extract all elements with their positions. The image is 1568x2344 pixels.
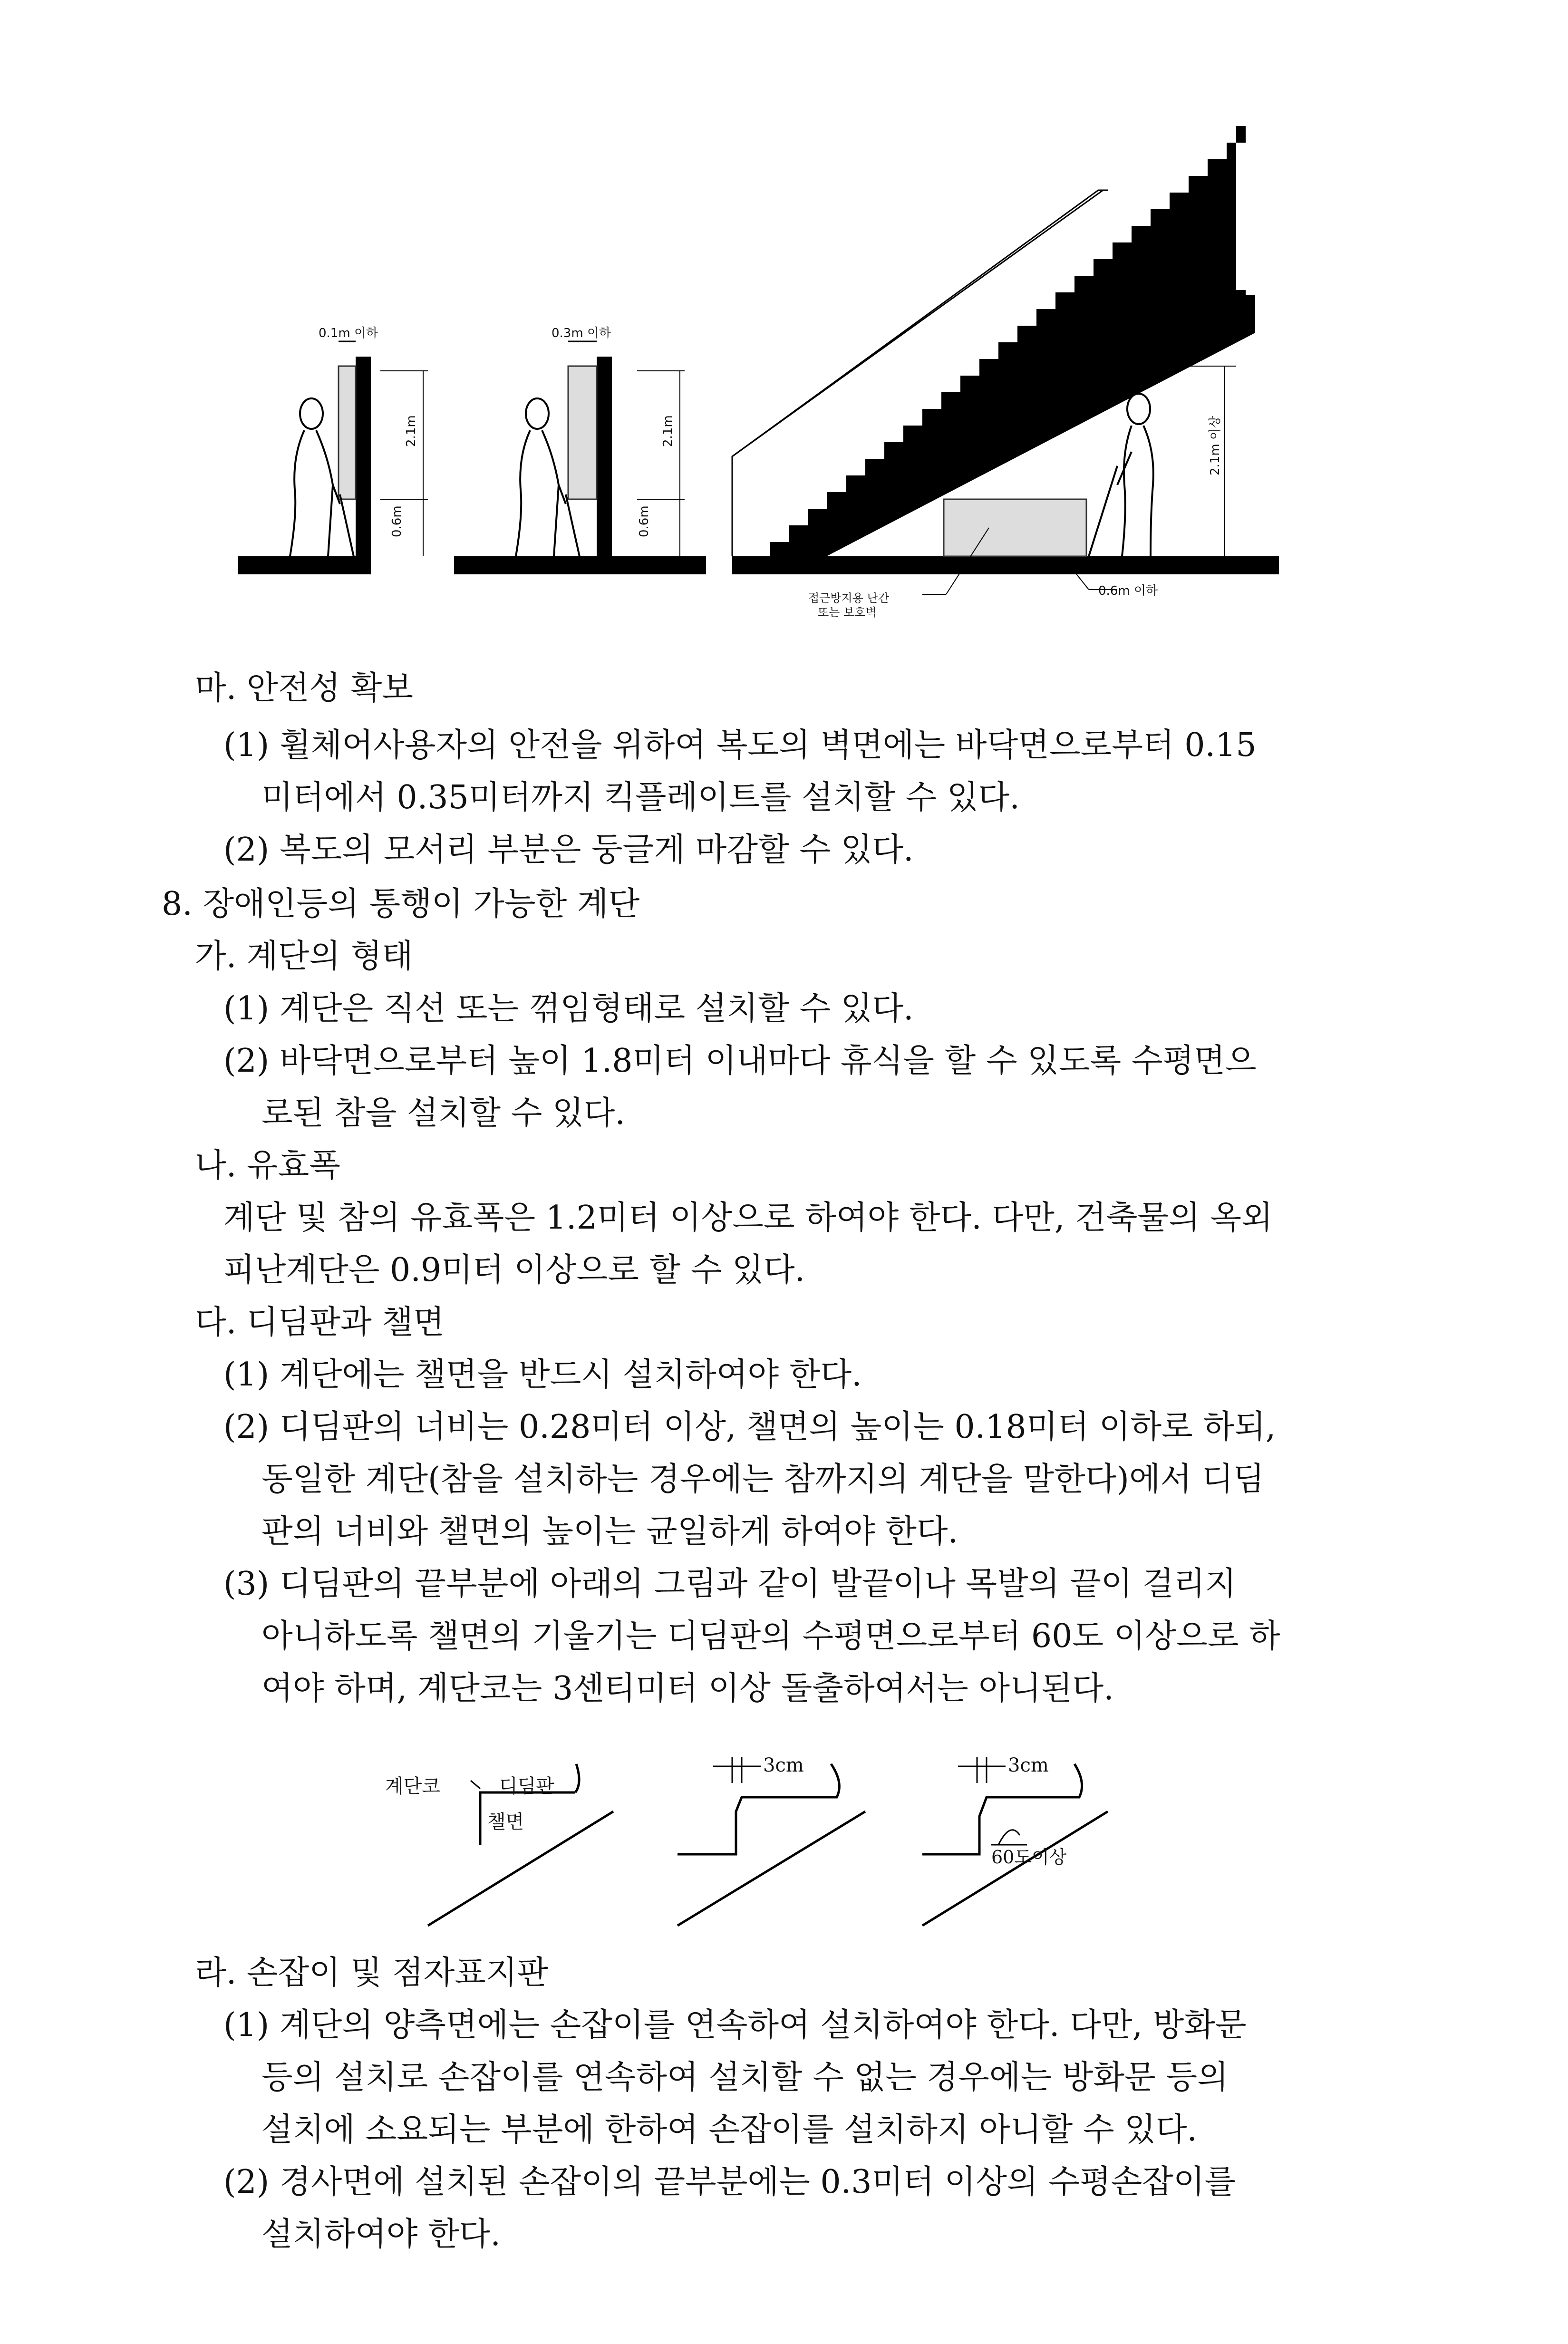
riser-label: 챌면 [487, 1811, 524, 1833]
la-item2-line2: 설치하여야 한다. [261, 2216, 501, 2253]
p3-height: 2.1m 이상 [1208, 416, 1222, 475]
p3-depth: 0.6m 이하 [1098, 584, 1158, 598]
ma-item1-line1: (1) 휠체어사용자의 안전을 위하여 복도의 벽면에는 바닥면으로부터 0.15 [223, 726, 1257, 764]
nosing-label: 계단코 [385, 1775, 440, 1797]
ga-item1: (1) 계단은 직선 또는 꺾임형태로 설치할 수 있다. [223, 990, 914, 1027]
da-item1: (1) 계단에는 챌면을 반드시 설치하여야 한다. [223, 1356, 862, 1394]
top-figure-drawing [0, 0, 1568, 637]
sign-2 [568, 366, 597, 499]
person-3 [1089, 394, 1153, 556]
p1-clearance: 0.1m 이하 [319, 326, 378, 340]
heading-ga: 가. 계단의 형태 [195, 938, 413, 975]
p1-low: 0.6m [390, 505, 404, 537]
heading-da: 다. 디딤판과 챌면 [195, 1304, 445, 1341]
step-figure [0, 1731, 1568, 1940]
da-item2-line1: (2) 디딤판의 너비는 0.28미터 이상, 챌면의 높이는 0.18미터 이하로 하되, [223, 1408, 1276, 1446]
heading-la: 라. 손잡이 및 점자표지판 [195, 1954, 549, 1992]
barrier-box [944, 499, 1086, 556]
floor-1 [238, 556, 371, 574]
angle-label: 60도이상 [991, 1847, 1067, 1868]
dim-a-label: 3cm [763, 1754, 804, 1776]
heading-8: 8. 장애인등의 통행이 가능한 계단 [162, 885, 640, 923]
heading-ma: 마. 안전성 확보 [195, 669, 413, 707]
p2-clearance: 0.3m 이하 [552, 326, 611, 340]
p2-height: 2.1m [661, 415, 675, 447]
landing [1132, 290, 1246, 333]
da-item2-line2: 동일한 계단(참을 설치하는 경우에는 참까지의 계단을 말한다)에서 디딤 [261, 1461, 1265, 1498]
da-item3-line2: 아니하도록 챌면의 기울기는 디딤판의 수평면으로부터 60도 이상으로 하 [261, 1618, 1280, 1655]
tread-label: 디딤판 [499, 1775, 554, 1797]
la-item2-line1: (2) 경사면에 설치된 손잡이의 끝부분에는 0.3미터 이상의 수평손잡이를 [223, 2163, 1236, 2201]
p3-barrier: 접근방지용 난간 [808, 591, 889, 605]
na-body-line2: 피난계단은 0.9미터 이상으로 할 수 있다. [223, 1251, 805, 1289]
ga-item2-line2: 로된 참을 설치할 수 있다. [261, 1095, 625, 1132]
heading-na: 나. 유효폭 [195, 1147, 340, 1184]
sign-1 [339, 366, 356, 499]
na-body-line1: 계단 및 참의 유효폭은 1.2미터 이상으로 하여야 한다. 다만, 건축물의 옥외 [223, 1199, 1273, 1237]
la-item1-line3: 설치에 소요되는 부분에 한하여 손잡이를 설치하지 아니할 수 있다. [261, 2111, 1198, 2149]
ma-item2: (2) 복도의 모서리 부분은 둥글게 마감할 수 있다. [223, 831, 914, 869]
ma-item1-line2: 미터에서 0.35미터까지 킥플레이트를 설치할 수 있다. [261, 779, 1020, 816]
dim-b-label: 3cm [1008, 1754, 1049, 1776]
da-item3-line1: (3) 디딤판의 끝부분에 아래의 그림과 같이 발끝이나 목발의 끝이 걸리지 [223, 1565, 1237, 1603]
step-b [678, 1764, 865, 1926]
wall-2 [597, 357, 612, 566]
da-item3-line3: 여야 하며, 계단코는 3센티미터 이상 돌출하여서는 아니된다. [261, 1670, 1114, 1707]
ga-item2-line1: (2) 바닥면으로부터 높이 1.8미터 이내마다 휴식을 할 수 있도록 수평면으 [223, 1042, 1257, 1080]
top-figure [0, 0, 1568, 637]
p2-low: 0.6m [637, 505, 651, 537]
p1-height: 2.1m [404, 415, 418, 447]
wall-1 [356, 357, 371, 566]
la-item1-line2: 등의 설치로 손잡이를 연속하여 설치할 수 없는 경우에는 방화문 등의 [261, 2059, 1229, 2096]
p3-barrier2: 또는 보호벽 [818, 606, 877, 619]
la-item1-line1: (1) 계단의 양측면에는 손잡이를 연속하여 설치하여야 한다. 다만, 방화문 [223, 2006, 1247, 2044]
floor-2 [454, 556, 706, 574]
da-item2-line3: 판의 너비와 챌면의 높이는 균일하게 하여야 한다. [261, 1513, 958, 1550]
